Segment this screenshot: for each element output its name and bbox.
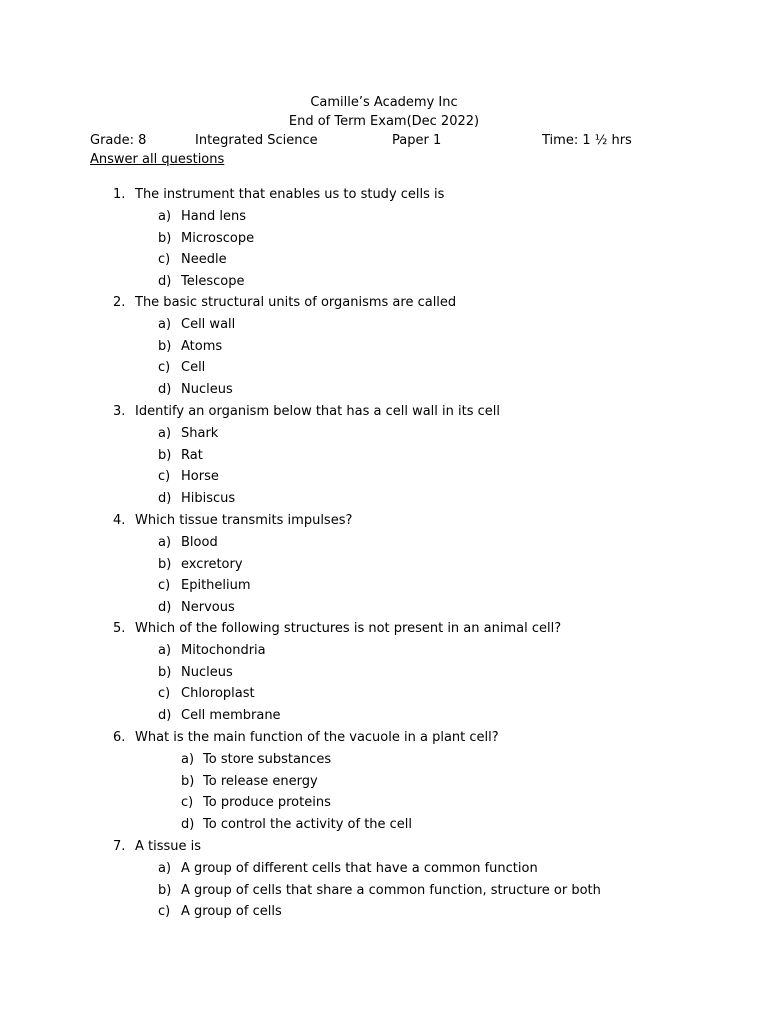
grade-label: Grade: 8	[90, 133, 147, 148]
option-letter: c)	[158, 904, 171, 920]
option-text: Shark	[181, 425, 219, 441]
option-letter: c)	[181, 795, 194, 811]
option-text: Atoms	[181, 338, 223, 354]
option-letter: d)	[181, 817, 195, 833]
option-text: Rat	[181, 447, 203, 463]
option-letter: d)	[158, 600, 172, 616]
option-text: Needle	[181, 252, 227, 268]
option-text: Hand lens	[181, 208, 246, 224]
option-letter: c)	[158, 686, 171, 702]
option-letter: b)	[158, 556, 172, 572]
option-text: Cell	[181, 360, 206, 376]
option-letter: b)	[158, 447, 172, 463]
option-letter: d)	[158, 491, 172, 507]
option-text: Hibiscus	[181, 491, 236, 507]
option-letter: a)	[158, 642, 172, 658]
question-number: 4.	[113, 513, 126, 528]
option-letter: a)	[158, 425, 172, 441]
question-text: Which tissue transmits impulses?	[135, 513, 353, 528]
option-text: Cell wall	[181, 316, 236, 332]
question-text: The instrument that enables us to study cells is	[135, 187, 445, 202]
option-letter: b)	[181, 773, 195, 789]
option-letter: a)	[158, 316, 172, 332]
option-text: Epithelium	[181, 578, 251, 594]
option-letter: d)	[158, 382, 172, 398]
option-text: To control the activity of the cell	[203, 817, 413, 833]
option-text: Horse	[181, 469, 219, 485]
subject-label: Integrated Science	[195, 133, 318, 148]
option-letter: a)	[158, 860, 172, 876]
option-text: To produce proteins	[203, 795, 331, 811]
option-text: Nucleus	[181, 382, 233, 398]
option-text: Chloroplast	[181, 686, 255, 702]
option-text: Telescope	[181, 274, 245, 290]
option-letter: b)	[158, 338, 172, 354]
option-text: Nucleus	[181, 664, 233, 680]
option-text: excretory	[181, 556, 243, 572]
option-text: Microscope	[181, 230, 255, 246]
option-letter: a)	[158, 208, 172, 224]
question-number: 1.	[113, 187, 126, 202]
question-number: 3.	[113, 404, 126, 419]
exam-title: End of Term Exam(Dec 2022)	[288, 114, 480, 129]
option-text: To release energy	[203, 773, 318, 789]
option-text: A group of different cells that have a common function	[181, 860, 538, 876]
instructions: Answer all questions	[90, 152, 225, 167]
option-text: Blood	[181, 534, 218, 550]
question-number: 5.	[113, 621, 126, 636]
option-text: Cell membrane	[181, 708, 281, 724]
option-letter: b)	[158, 882, 172, 898]
option-letter: d)	[158, 274, 172, 290]
option-text: Nervous	[181, 600, 235, 616]
option-letter: c)	[158, 469, 171, 485]
paper-label: Paper 1	[392, 133, 442, 148]
option-letter: b)	[158, 230, 172, 246]
question-number: 6.	[113, 730, 126, 745]
option-text: Mitochondria	[181, 642, 266, 658]
question-text: What is the main function of the vacuole in a plant cell?	[135, 730, 499, 745]
option-letter: b)	[158, 664, 172, 680]
option-letter: a)	[181, 751, 195, 767]
option-letter: c)	[158, 360, 171, 376]
option-letter: c)	[158, 252, 171, 268]
question-text: Which of the following structures is not present in an animal cell?	[135, 621, 562, 636]
question-text: The basic structural units of organisms are called	[135, 295, 457, 310]
question-number: 2.	[113, 295, 126, 310]
question-text: A tissue is	[135, 839, 202, 854]
question-number: 7.	[113, 839, 126, 854]
option-text: To store substances	[203, 751, 332, 767]
option-letter: a)	[158, 534, 172, 550]
option-letter: c)	[158, 578, 171, 594]
school-name: Camille’s Academy Inc	[310, 95, 458, 110]
question-text: Identify an organism below that has a cell wall in its cell	[135, 404, 500, 419]
option-letter: d)	[158, 708, 172, 724]
option-text: A group of cells that share a common function, structure or both	[181, 882, 601, 898]
option-text: A group of cells	[181, 904, 282, 920]
time-label: Time: 1 ½ hrs	[542, 133, 632, 148]
